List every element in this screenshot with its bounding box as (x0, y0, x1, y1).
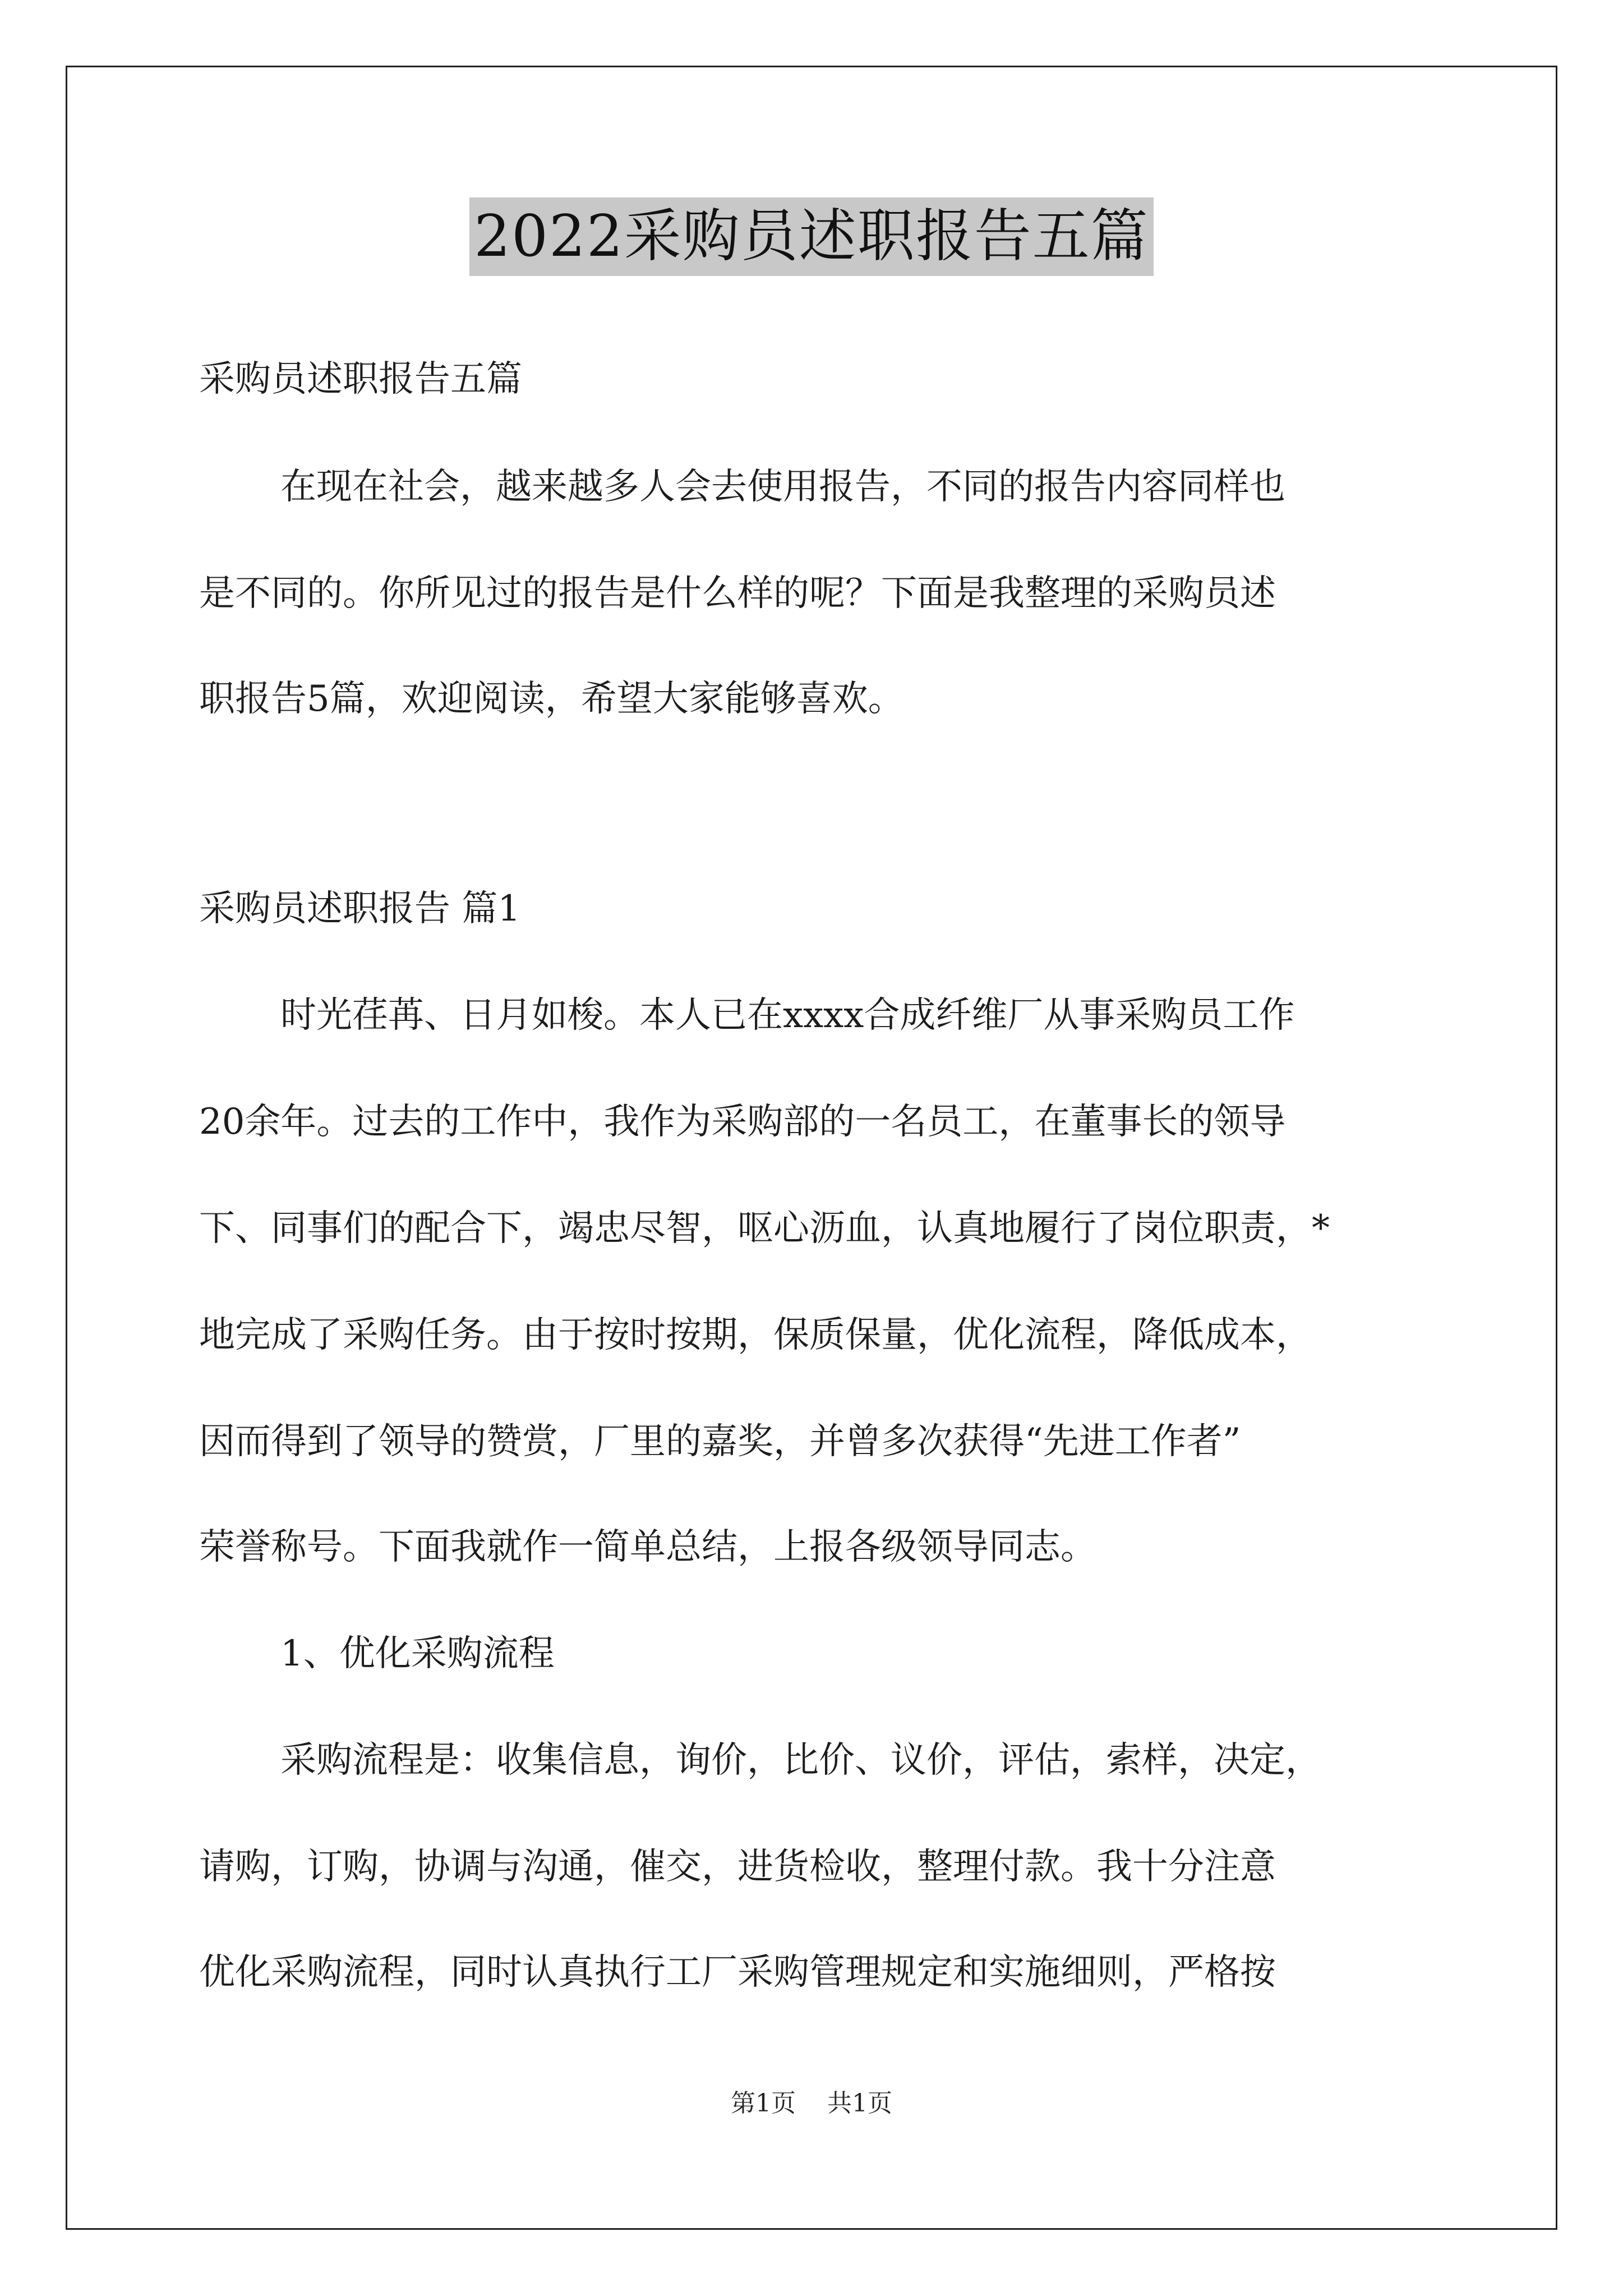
paragraph-line: 是不同的。你所见过的报告是什么样的呢？下面是我整理的采购员述 (199, 573, 1276, 614)
paragraph-line: 下、同事们的配合下，竭忠尽智，呕心沥血，认真地履行了岗位职责，* (199, 1208, 1330, 1249)
paragraph-line: 地完成了采购任务。由于按时按期，保质保量，优化流程，降低成本， (199, 1314, 1312, 1356)
paragraph-line: 请购，订购，协调与沟通，催交，进货检收，整理付款。我十分注意 (199, 1846, 1276, 1888)
paragraph-line: 采购流程是：收集信息，询价，比价、议价，评估，索样，决定， (280, 1740, 1321, 1781)
paragraph-line: 因而得到了领导的赞赏，厂里的嘉奖，并曾多次获得“先进工作者” (199, 1421, 1241, 1462)
section-heading: 采购员述职报告 篇1 (199, 888, 521, 930)
page-footer (0, 2087, 1623, 2120)
paragraph-line: 职报告5篇，欢迎阅读，希望大家能够喜欢。 (199, 678, 904, 720)
paragraph-line: 在现在社会，越来越多人会去使用报告，不同的报告内容同样也 (280, 466, 1285, 508)
paragraph-line: 优化采购流程，同时认真执行工厂采购管理规定和实施细则，严格按 (199, 1952, 1276, 1993)
subtitle-line: 采购员述职报告五篇 (199, 358, 522, 400)
paragraph-line: 时光荏苒、日月如梭。本人已在xxxx合成纤维厂从事采购员工作 (280, 995, 1295, 1036)
page-total: 共1页 (827, 2089, 892, 2118)
paragraph-line: 20余年。过去的工作中，我作为采购部的一名员工，在董事长的领导 (199, 1101, 1286, 1143)
page-number: 第1页 (731, 2089, 796, 2118)
title-wrap (0, 197, 1623, 276)
document-title: 2022采购员述职报告五篇 (469, 197, 1154, 276)
list-item-heading: 1、优化采购流程 (280, 1633, 555, 1674)
paragraph-line: 荣誉称号。下面我就作一简单总结，上报各级领导同志。 (199, 1526, 1096, 1568)
